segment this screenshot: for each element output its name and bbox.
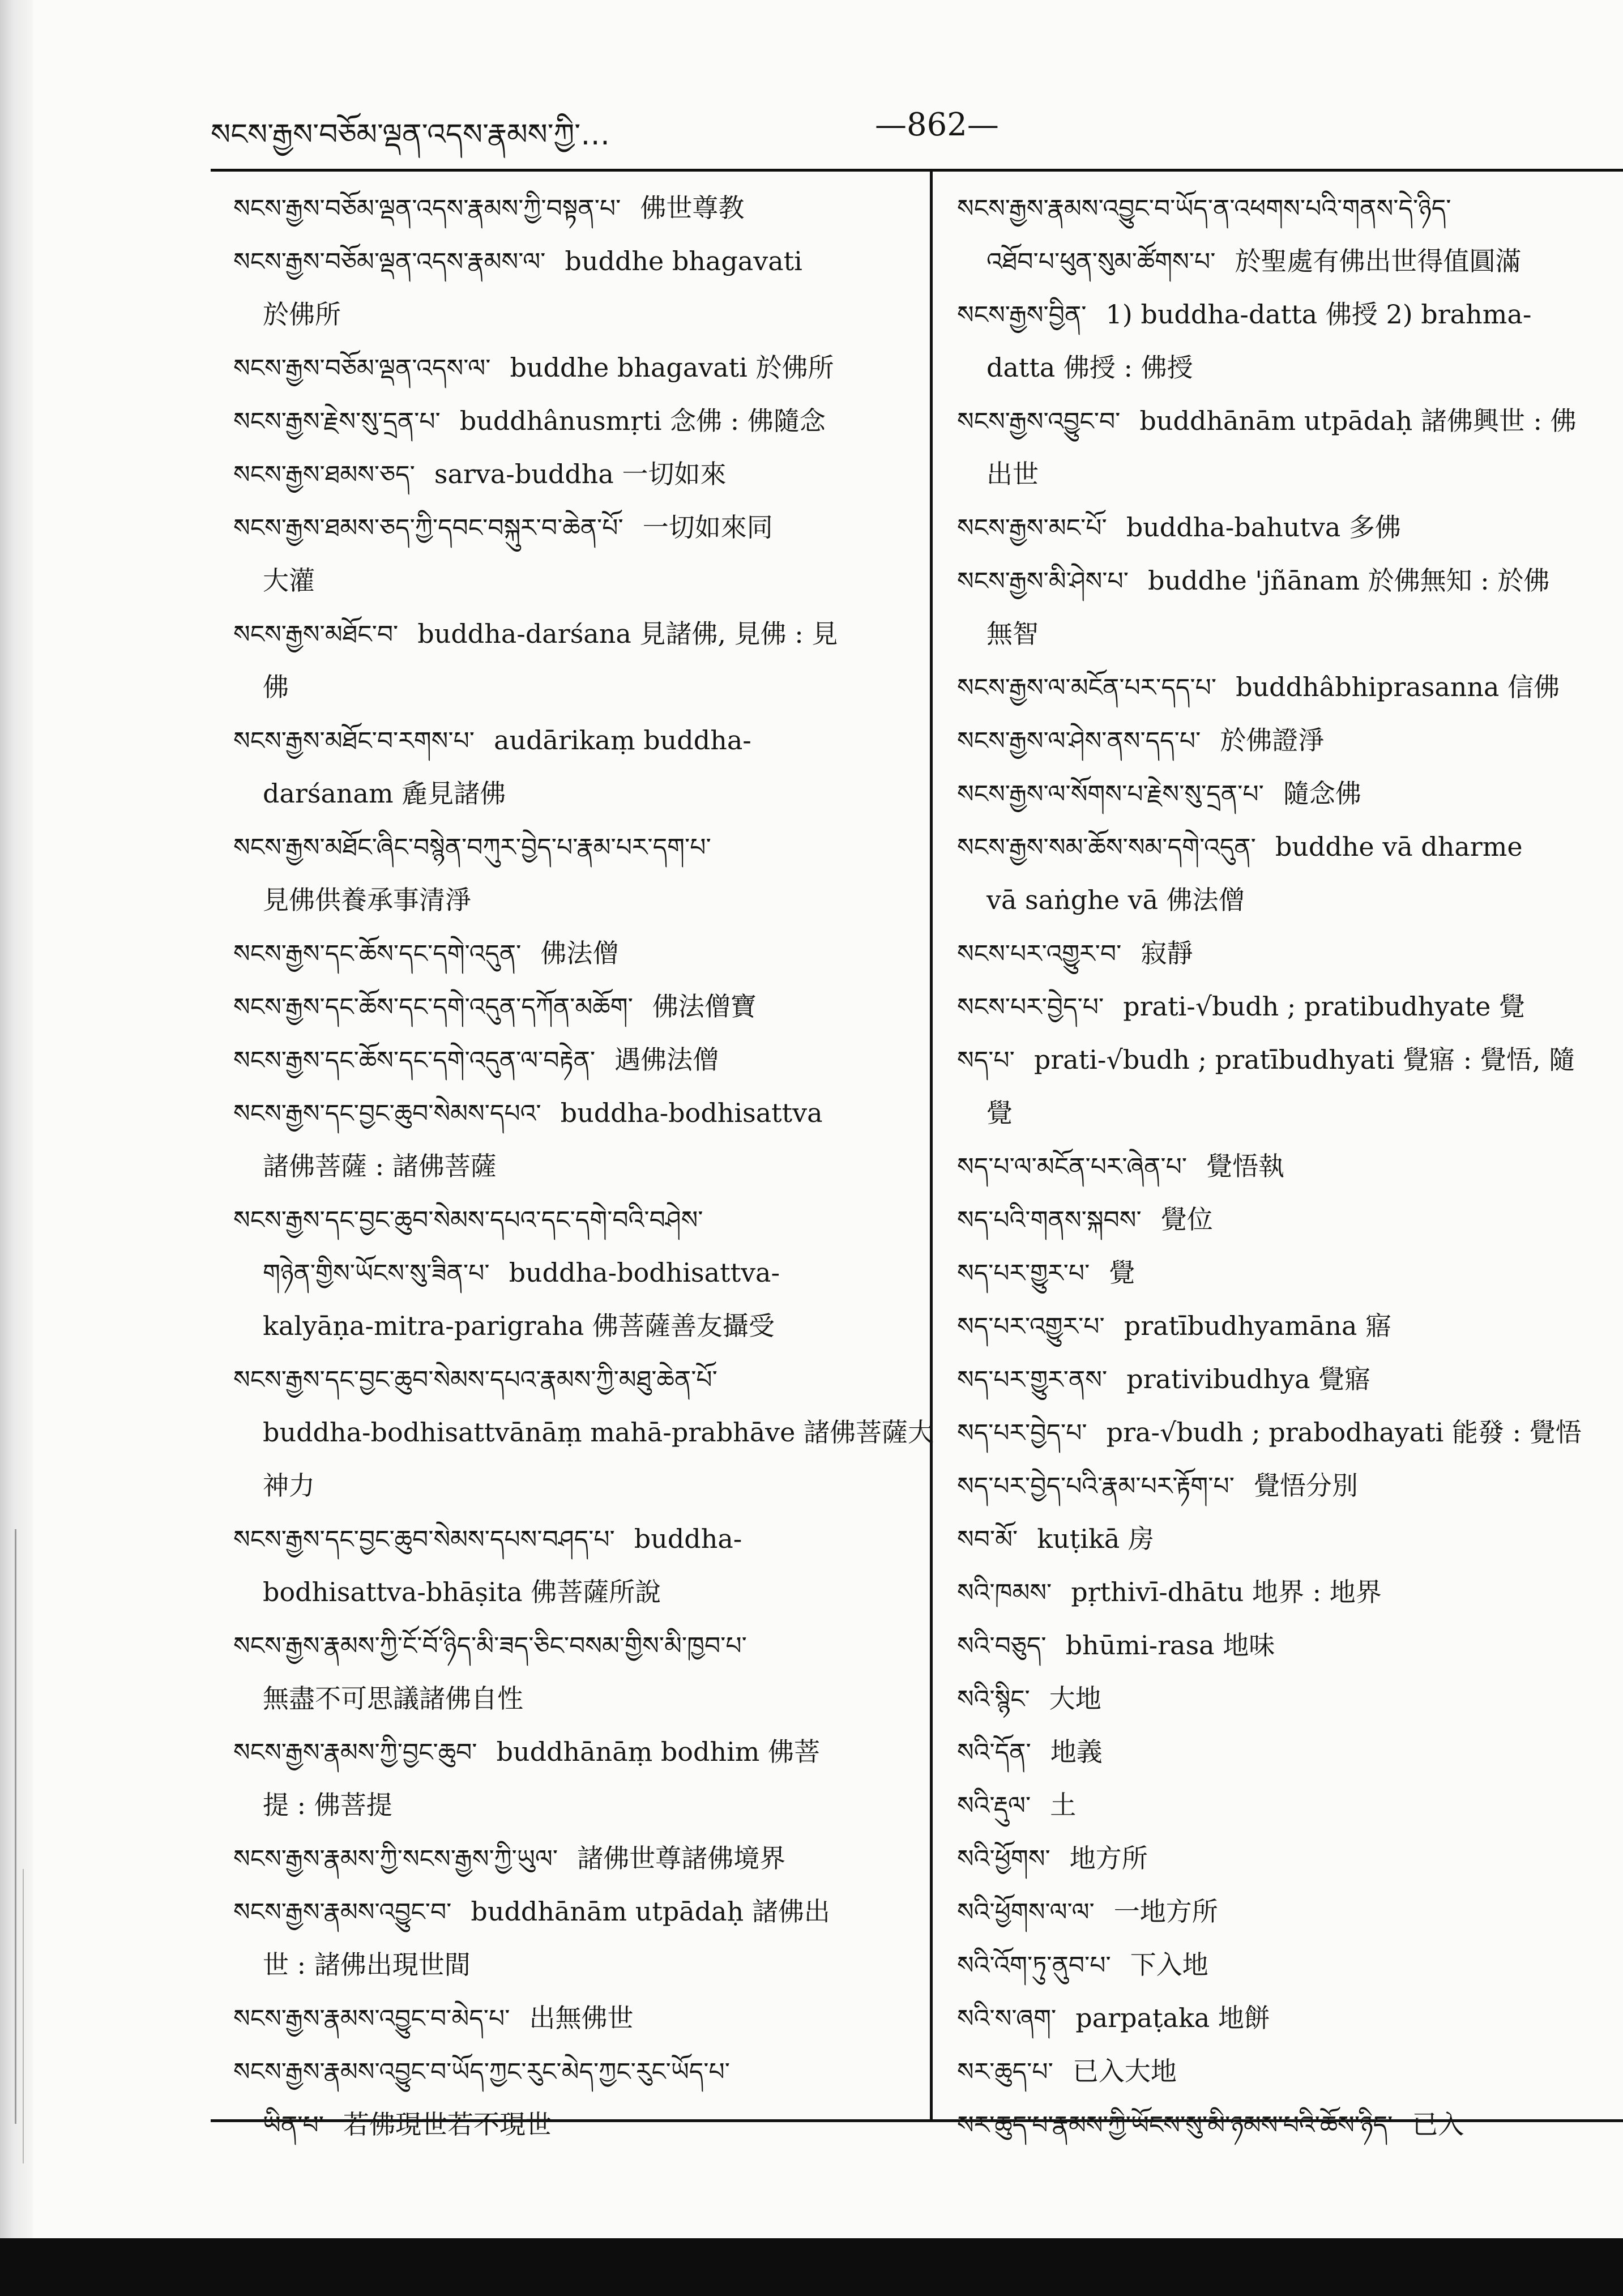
dictionary-entry xyxy=(233,1512,922,1619)
entry-gloss: 無盡不可思議諸佛自性 xyxy=(263,1683,523,1714)
tibetan-headword: སངས་རྒྱས་རྣམས་ཀྱི་སངས་རྒྱས་ཀྱི་ཡུལ་ xyxy=(233,1845,558,1873)
entry-gloss: buddhānāṃ bodhim 佛菩 xyxy=(496,1736,821,1767)
tibetan-headword: སངས་རྒྱས་ལ་ཤེས་ནས་དད་པ་ xyxy=(957,727,1201,756)
tibetan-headword: སངས་རྒྱས་རྣམས་འབྱུང་བ་ xyxy=(233,1898,452,1927)
dictionary-entry xyxy=(957,1672,1623,1725)
tibetan-headword: གཉེན་གྱིས་ཡོངས་སུ་ཟིན་པ་ xyxy=(263,1259,490,1288)
tibetan-headword: སའི་སྙིང་ xyxy=(957,1685,1030,1714)
entry-gloss: parpaṭaka 地餅 xyxy=(1075,2003,1270,2033)
dictionary-entry xyxy=(233,980,922,1033)
entry-line xyxy=(957,820,1623,873)
dictionary-entry xyxy=(233,394,922,447)
entry-gloss: pratībudhyamāna 寤 xyxy=(1124,1311,1392,1341)
header-rule xyxy=(211,169,1623,172)
entry-line xyxy=(233,341,922,394)
dictionary-entry xyxy=(233,607,922,714)
tibetan-headword: སངས་རྒྱས་རྣམས་ཀྱི་བྱང་ཆུབ་ xyxy=(233,1738,477,1767)
entry-line xyxy=(233,1406,934,1459)
tibetan-headword: སངས་རྒྱས་བྱིན་ xyxy=(957,301,1087,330)
tibetan-headword: སངས་རྒྱས་ལ་སོགས་པ་རྗེས་སུ་དྲན་པ་ xyxy=(957,780,1264,809)
tibetan-headword: སངས་རྒྱས་ཐམས་ཅད་ xyxy=(233,460,415,489)
entry-gloss: 隨念佛 xyxy=(1283,778,1361,809)
entry-gloss: 諸佛菩薩 : 諸佛菩薩 xyxy=(263,1151,497,1181)
entry-gloss: 於佛證淨 xyxy=(1220,725,1325,756)
tibetan-headword: སད་པར་བྱེད་པའི་རྣམ་པར་རྟོག་པ་ xyxy=(957,1472,1235,1501)
tibetan-headword: སངས་རྒྱས་མཐོང་བ་རགས་པ་ xyxy=(233,727,475,756)
entry-line xyxy=(957,1140,1623,1193)
entry-line xyxy=(957,501,1623,554)
entry-line xyxy=(233,2098,922,2151)
dictionary-entry xyxy=(957,660,1623,714)
entry-line xyxy=(233,501,922,554)
entry-gloss: 見佛供養承事清淨 xyxy=(263,885,471,915)
dictionary-entry xyxy=(233,714,922,820)
dictionary-entry xyxy=(233,501,922,607)
entry-gloss: 土 xyxy=(1050,1790,1077,1820)
tibetan-headword: སའི་འོག་ཏུ་ནུབ་པ་ xyxy=(957,1951,1111,1980)
entry-line xyxy=(957,181,1623,234)
tibetan-headword: སངས་རྒྱས་དང་བྱང་ཆུབ་སེམས་དཔས་བཤད་པ་ xyxy=(233,1525,615,1554)
entry-gloss: pṛthivī-dhātu 地界 : 地界 xyxy=(1071,1577,1382,1607)
tibetan-headword: སའི་རྡུལ་ xyxy=(957,1791,1031,1820)
dictionary-entry xyxy=(233,1193,922,1352)
dictionary-entry xyxy=(957,1459,1623,1512)
dictionary-entry xyxy=(957,1299,1623,1352)
entry-line xyxy=(957,2045,1623,2098)
entry-gloss: 覺悟執 xyxy=(1206,1151,1285,1181)
entry-line xyxy=(957,1406,1623,1459)
entry-gloss: buddha-bodhisattva- xyxy=(509,1257,780,1288)
tibetan-headword: སངས་རྒྱས་ལ་མངོན་པར་དད་པ་ xyxy=(957,673,1217,702)
dictionary-entry xyxy=(957,980,1623,1033)
entry-line xyxy=(233,820,922,873)
entry-gloss: 諸佛世尊諸佛境界 xyxy=(577,1843,786,1873)
tibetan-headword: སར་ཆུད་པ་རྣམས་ཀྱི་ཡོངས་སུ་མི་ཉམས་པའི་ཆོས་ཉིད་ xyxy=(957,2111,1393,2140)
dictionary-entry xyxy=(957,1352,1623,1406)
entry-line xyxy=(957,1512,1623,1565)
dictionary-entry xyxy=(957,554,1623,660)
tibetan-headword: སངས་རྒྱས་རྣམས་འབྱུང་བ་མེད་པ་ xyxy=(233,2004,510,2033)
dictionary-entry xyxy=(957,1991,1623,2045)
tibetan-headword: སབ་མོ་ xyxy=(957,1525,1018,1554)
tibetan-headword: སད་པར་གྱུར་ནས་ xyxy=(957,1365,1108,1394)
entry-line xyxy=(233,767,922,820)
dictionary-entry xyxy=(957,1885,1623,1938)
entry-line xyxy=(233,2045,922,2098)
entry-line xyxy=(233,1672,922,1725)
entry-line xyxy=(957,447,1623,501)
entry-line xyxy=(233,980,922,1033)
entry-line xyxy=(957,2098,1623,2151)
entry-line xyxy=(233,873,922,927)
tibetan-headword: སར་ཆུད་པ་ xyxy=(957,2058,1053,2086)
entry-line xyxy=(233,1512,922,1565)
entry-gloss: 遇佛法僧 xyxy=(614,1044,719,1075)
dictionary-entry xyxy=(233,1033,922,1086)
entry-gloss: 無智 xyxy=(986,618,1039,649)
entry-gloss: pra-√budh ; prabodhayati 能發 : 覺悟 xyxy=(1106,1417,1582,1448)
entry-line xyxy=(233,1619,922,1672)
entry-line xyxy=(233,181,922,234)
entry-line xyxy=(957,873,1623,927)
tibetan-headword: འཐོབ་པ་ཕུན་སུམ་ཚོགས་པ་ xyxy=(986,247,1216,276)
entry-gloss: buddha- xyxy=(634,1523,742,1554)
tibetan-headword: སད་པར་གྱུར་པ་ xyxy=(957,1259,1090,1288)
dictionary-entry xyxy=(957,714,1623,767)
dictionary-entry xyxy=(957,927,1623,980)
entry-line xyxy=(233,288,922,341)
column-divider xyxy=(930,170,933,2122)
tibetan-headword: སངས་རྒྱས་བཅོམ་ལྡན་འདས་རྣམས་ལ་ xyxy=(233,247,546,276)
tibetan-headword: སད་པ་ལ་མངོན་པར་ཞེན་པ་ xyxy=(957,1153,1188,1181)
tibetan-headword: སངས་རྒྱས་མི་ཤེས་པ་ xyxy=(957,567,1129,596)
dictionary-entry xyxy=(233,1725,922,1832)
entry-line xyxy=(957,1352,1623,1406)
entry-gloss: 寂靜 xyxy=(1141,938,1193,968)
tibetan-headword: སངས་རྒྱས་དང་བྱང་ཆུབ་སེམས་དཔའ་ xyxy=(233,1099,541,1128)
entry-line xyxy=(233,1725,922,1778)
tibetan-headword: སའི་ཕྱོགས་ xyxy=(957,1845,1050,1873)
scan-edge xyxy=(0,2238,1623,2296)
tibetan-headword: སངས་རྒྱས་དང་བྱང་ཆུབ་སེམས་དཔའ་དང་དགེ་བའི་བཤེས་ xyxy=(233,1206,703,1235)
tibetan-headword: སངས་རྒྱས་དང་ཆོས་དང་དགེ་འདུན་ xyxy=(233,940,522,968)
dictionary-entry xyxy=(957,1778,1623,1832)
entry-gloss: 若佛現世若不現世 xyxy=(343,2109,552,2140)
tibetan-headword: སའི་ཁམས་ xyxy=(957,1578,1052,1607)
entry-gloss: 佛法僧寶 xyxy=(652,991,757,1022)
entry-line xyxy=(957,341,1623,394)
entry-gloss: 佛法僧 xyxy=(540,938,619,968)
entry-line xyxy=(233,927,922,980)
entry-line xyxy=(957,1619,1623,1672)
entry-line xyxy=(233,1885,922,1938)
dictionary-entry xyxy=(957,1938,1623,1991)
tibetan-headword: སངས་རྒྱས་ཐམས་ཅད་ཀྱི་དབང་བསྐུར་བ་ཆེན་པོ་ xyxy=(233,514,623,543)
tibetan-headword: སངས་རྒྱས་རྣམས་འབྱུང་བ་ཡོད་ན་འཕགས་པའི་གནས་དེ་ཉིད་ xyxy=(957,194,1451,223)
dictionary-entry xyxy=(233,341,922,394)
entry-line xyxy=(233,1778,922,1832)
entry-gloss: 已入 xyxy=(1412,2109,1464,2140)
tibetan-headword: སངས་རྒྱས་དང་ཆོས་དང་དགེ་འདུན་དཀོན་མཆོག་ xyxy=(233,993,633,1022)
entry-gloss: buddhânusmṛti 念佛 : 佛隨念 xyxy=(459,406,826,436)
tibetan-headword: སད་པར་བྱེད་པ་ xyxy=(957,1419,1087,1448)
running-header: སངས་རྒྱས་བཅོམ་ལྡན་འདས་རྣམས་ཀྱི་… xyxy=(211,118,610,152)
dictionary-entry xyxy=(233,927,922,980)
entry-line xyxy=(957,1832,1623,1885)
tibetan-headword: སད་པའི་གནས་སྐབས་ xyxy=(957,1206,1142,1235)
entry-line xyxy=(233,447,922,501)
right-column xyxy=(957,181,1623,2151)
entry-line xyxy=(233,1299,922,1352)
entry-gloss: 神力 xyxy=(263,1470,315,1501)
dictionary-entry xyxy=(233,1086,922,1193)
entry-line xyxy=(957,927,1623,980)
entry-line xyxy=(233,660,922,714)
tibetan-headword: སངས་རྒྱས་འབྱུང་བ་ xyxy=(957,407,1121,436)
entry-line xyxy=(957,1672,1623,1725)
dictionary-entry xyxy=(957,1565,1623,1619)
tibetan-headword: སའི་དོན་ xyxy=(957,1738,1031,1767)
tibetan-headword: སངས་རྒྱས་མཐོང་ཞིང་བསྙེན་བཀུར་བྱེད་པ་རྣམ་པར་དག་པ་ xyxy=(233,833,711,862)
dictionary-entry xyxy=(957,181,1623,288)
entry-line xyxy=(957,234,1623,288)
entry-gloss: 覺 xyxy=(986,1098,1013,1128)
entry-gloss: 於佛所 xyxy=(263,299,341,330)
tibetan-headword: སའི་བཅུད་ xyxy=(957,1632,1047,1661)
dictionary-entry xyxy=(233,234,922,341)
entry-gloss: 下入地 xyxy=(1130,1949,1208,1980)
dictionary-entry xyxy=(957,394,1623,501)
entry-line xyxy=(233,1938,922,1991)
tibetan-headword: སངས་རྒྱས་རྣམས་འབྱུང་བ་ཡོད་ཀྱང་རུང་མེད་ཀྱང་རུང་ཡོད་པ་ xyxy=(233,2058,730,2086)
entry-gloss: 於聖處有佛出世得值圓滿 xyxy=(1235,246,1522,276)
dictionary-entry xyxy=(233,1885,922,1991)
dictionary-entry xyxy=(233,447,922,501)
entry-gloss: buddha-darśana 見諸佛, 見佛 : 見 xyxy=(417,618,838,649)
entry-line xyxy=(233,1832,922,1885)
entry-line xyxy=(233,1193,922,1246)
dictionary-entry xyxy=(957,1193,1623,1246)
entry-line xyxy=(957,1459,1623,1512)
dictionary-entry xyxy=(957,1033,1623,1140)
entry-line xyxy=(233,1033,922,1086)
tibetan-headword: སངས་རྒྱས་མཐོང་བ་ xyxy=(233,620,399,649)
tibetan-headword: སའི་ཕྱོགས་ལ་ལ་ xyxy=(957,1898,1095,1927)
entry-gloss: datta 佛授 : 佛授 xyxy=(986,352,1193,383)
entry-line xyxy=(233,714,922,767)
entry-line xyxy=(233,1991,922,2045)
dictionary-entry xyxy=(957,1246,1623,1299)
entry-gloss: buddhānām utpādaḥ 諸佛興世 : 佛 xyxy=(1139,406,1577,436)
dictionary-entry xyxy=(957,1140,1623,1193)
entry-gloss: 地義 xyxy=(1050,1736,1103,1767)
tibetan-headword: སངས་རྒྱས་དང་ཆོས་དང་དགེ་འདུན་ལ་བརྟེན་ xyxy=(233,1046,596,1075)
entry-gloss: prativibudhya 覺寤 xyxy=(1126,1364,1371,1394)
entry-gloss: bodhisattva-bhāṣita 佛菩薩所說 xyxy=(263,1577,661,1607)
page-number: —862— xyxy=(875,106,999,143)
tibetan-headword: སངས་པར་བྱེད་པ་ xyxy=(957,993,1104,1022)
entry-line xyxy=(957,1086,1623,1140)
entry-line xyxy=(957,660,1623,714)
entry-line xyxy=(957,1991,1623,2045)
entry-gloss: 覺位 xyxy=(1160,1204,1213,1235)
dictionary-entry xyxy=(957,1725,1623,1778)
dictionary-entry xyxy=(233,820,922,927)
entry-gloss: 覺 xyxy=(1109,1257,1135,1288)
tibetan-headword: སངས་རྒྱས་རྗེས་སུ་དྲན་པ་ xyxy=(233,407,441,436)
tibetan-headword: སངས་རྒྱས་བཅོམ་ལྡན་འདས་རྣམས་ཀྱི་བསྟན་པ་ xyxy=(233,194,621,223)
dictionary-entry xyxy=(957,767,1623,820)
dictionary-entry xyxy=(233,1832,922,1885)
entry-gloss: 世 : 諸佛出現世間 xyxy=(263,1949,471,1980)
tibetan-headword: ཡིན་པ་ xyxy=(263,2111,324,2140)
entry-line xyxy=(957,1885,1623,1938)
entry-gloss: 出世 xyxy=(986,459,1039,489)
entry-gloss: buddha-bodhisattvānāṃ mahā-prabhāve 諸佛菩薩大 xyxy=(263,1417,934,1448)
entry-gloss: buddha-bahutva 多佛 xyxy=(1126,512,1401,543)
dictionary-entry xyxy=(957,2098,1623,2151)
entry-gloss: 覺悟分別 xyxy=(1253,1470,1358,1501)
dictionary-entry xyxy=(957,820,1623,927)
dictionary-entry xyxy=(233,181,922,234)
entry-gloss: buddhe 'jñānam 於佛無知 : 於佛 xyxy=(1147,565,1550,596)
entry-gloss: 佛 xyxy=(263,672,289,702)
dictionary-entry xyxy=(957,288,1623,394)
entry-gloss: prati-√budh ; pratībudhyati 覺寤 : 覺悟, 隨 xyxy=(1033,1044,1575,1075)
entry-gloss: buddhānām utpādaḥ 諸佛出 xyxy=(471,1896,830,1927)
entry-line xyxy=(957,1778,1623,1832)
tibetan-headword: སད་པར་འགྱུར་པ་ xyxy=(957,1312,1105,1341)
entry-line xyxy=(233,394,922,447)
entry-line xyxy=(233,1459,922,1512)
entry-line xyxy=(957,1193,1623,1246)
entry-gloss: vā saṅghe vā 佛法僧 xyxy=(986,885,1245,915)
entry-gloss: audārikaṃ buddha- xyxy=(494,725,751,756)
entry-gloss: kalyāṇa-mitra-parigraha 佛菩薩善友攝受 xyxy=(263,1311,775,1341)
entry-gloss: 地方所 xyxy=(1069,1843,1148,1873)
left-column xyxy=(233,181,934,2151)
entry-line xyxy=(233,607,922,660)
tibetan-headword: སད་པ་ xyxy=(957,1046,1015,1075)
dictionary-entry xyxy=(957,501,1623,554)
entry-gloss: buddhe bhagavati 於佛所 xyxy=(510,352,834,383)
tibetan-headword: སའི་ས་ཞག་ xyxy=(957,2004,1057,2033)
tibetan-headword: སངས་རྒྱས་དང་བྱང་ཆུབ་སེམས་དཔའ་རྣམས་ཀྱི་མཐུ་ཆེན་པོ་ xyxy=(233,1365,717,1394)
dictionary-entry xyxy=(957,1406,1623,1459)
entry-gloss: 一切如來同 xyxy=(642,512,773,543)
entry-line xyxy=(957,394,1623,447)
dictionary-entry xyxy=(233,1991,922,2045)
entry-line xyxy=(957,1033,1623,1086)
entry-gloss: kuṭikā 房 xyxy=(1037,1523,1154,1554)
dictionary-entry xyxy=(957,1832,1623,1885)
entry-line xyxy=(957,1299,1623,1352)
entry-gloss: buddhe vā dharme xyxy=(1275,831,1523,862)
entry-line xyxy=(957,767,1623,820)
entry-line xyxy=(233,234,922,288)
entry-gloss: 一地方所 xyxy=(1113,1896,1218,1927)
entry-line xyxy=(957,980,1623,1033)
entry-line xyxy=(233,1352,922,1406)
entry-line xyxy=(957,554,1623,607)
entry-gloss: darśanam 麁見諸佛 xyxy=(263,778,506,809)
entry-gloss: 大地 xyxy=(1049,1683,1101,1714)
tibetan-headword: སངས་རྒྱས་བཅོམ་ལྡན་འདས་ལ་ xyxy=(233,354,491,383)
entry-gloss: bhūmi-rasa 地味 xyxy=(1065,1630,1275,1661)
entry-line xyxy=(957,288,1623,341)
dictionary-entry xyxy=(233,2045,922,2151)
tibetan-headword: སངས་པར་འགྱུར་བ་ xyxy=(957,940,1122,968)
entry-line xyxy=(957,1938,1623,1991)
dictionary-entry xyxy=(233,1352,934,1512)
entry-gloss: 提 : 佛菩提 xyxy=(263,1790,392,1820)
scan-margin xyxy=(0,0,33,2296)
entry-line xyxy=(957,1565,1623,1619)
entry-line xyxy=(233,1565,922,1619)
dictionary-entry xyxy=(957,2045,1623,2098)
tibetan-headword: སངས་རྒྱས་རྣམས་ཀྱི་ངོ་བོ་ཉིད་མི་ཟད་ཅིང་བསམ་གྱིས་མི་ཁྱབ་པ་ xyxy=(233,1632,747,1661)
entry-line xyxy=(233,1086,922,1140)
entry-line xyxy=(957,1725,1623,1778)
entry-gloss: 1) buddha-datta 佛授 2) brahma- xyxy=(1105,299,1532,330)
entry-gloss: buddhâbhiprasanna 信佛 xyxy=(1236,672,1560,702)
tibetan-headword: སངས་རྒྱས་མང་པོ་ xyxy=(957,514,1107,543)
entry-gloss: buddhe bhagavati xyxy=(565,246,802,276)
tibetan-headword: སངས་རྒྱས་སམ་ཆོས་སམ་དགེ་འདུན་ xyxy=(957,833,1256,862)
entry-line xyxy=(957,714,1623,767)
entry-gloss: 已入大地 xyxy=(1072,2056,1177,2086)
entry-gloss: prati-√budh ; pratibudhyate 覺 xyxy=(1123,991,1525,1022)
dictionary-entry xyxy=(957,1512,1623,1565)
entry-line xyxy=(233,554,922,607)
entry-gloss: 佛世尊教 xyxy=(640,193,745,223)
entry-gloss: 大灌 xyxy=(263,565,315,596)
entry-line xyxy=(957,1246,1623,1299)
entry-line xyxy=(233,1140,922,1193)
dictionary-entry xyxy=(957,1619,1623,1672)
entry-gloss: buddha-bodhisattva xyxy=(560,1098,823,1128)
dictionary-entry xyxy=(233,1619,922,1725)
entry-gloss: sarva-buddha 一切如來 xyxy=(434,459,727,489)
entry-gloss: 出無佛世 xyxy=(529,2003,634,2033)
entry-line xyxy=(957,607,1623,660)
entry-line xyxy=(233,1246,922,1299)
